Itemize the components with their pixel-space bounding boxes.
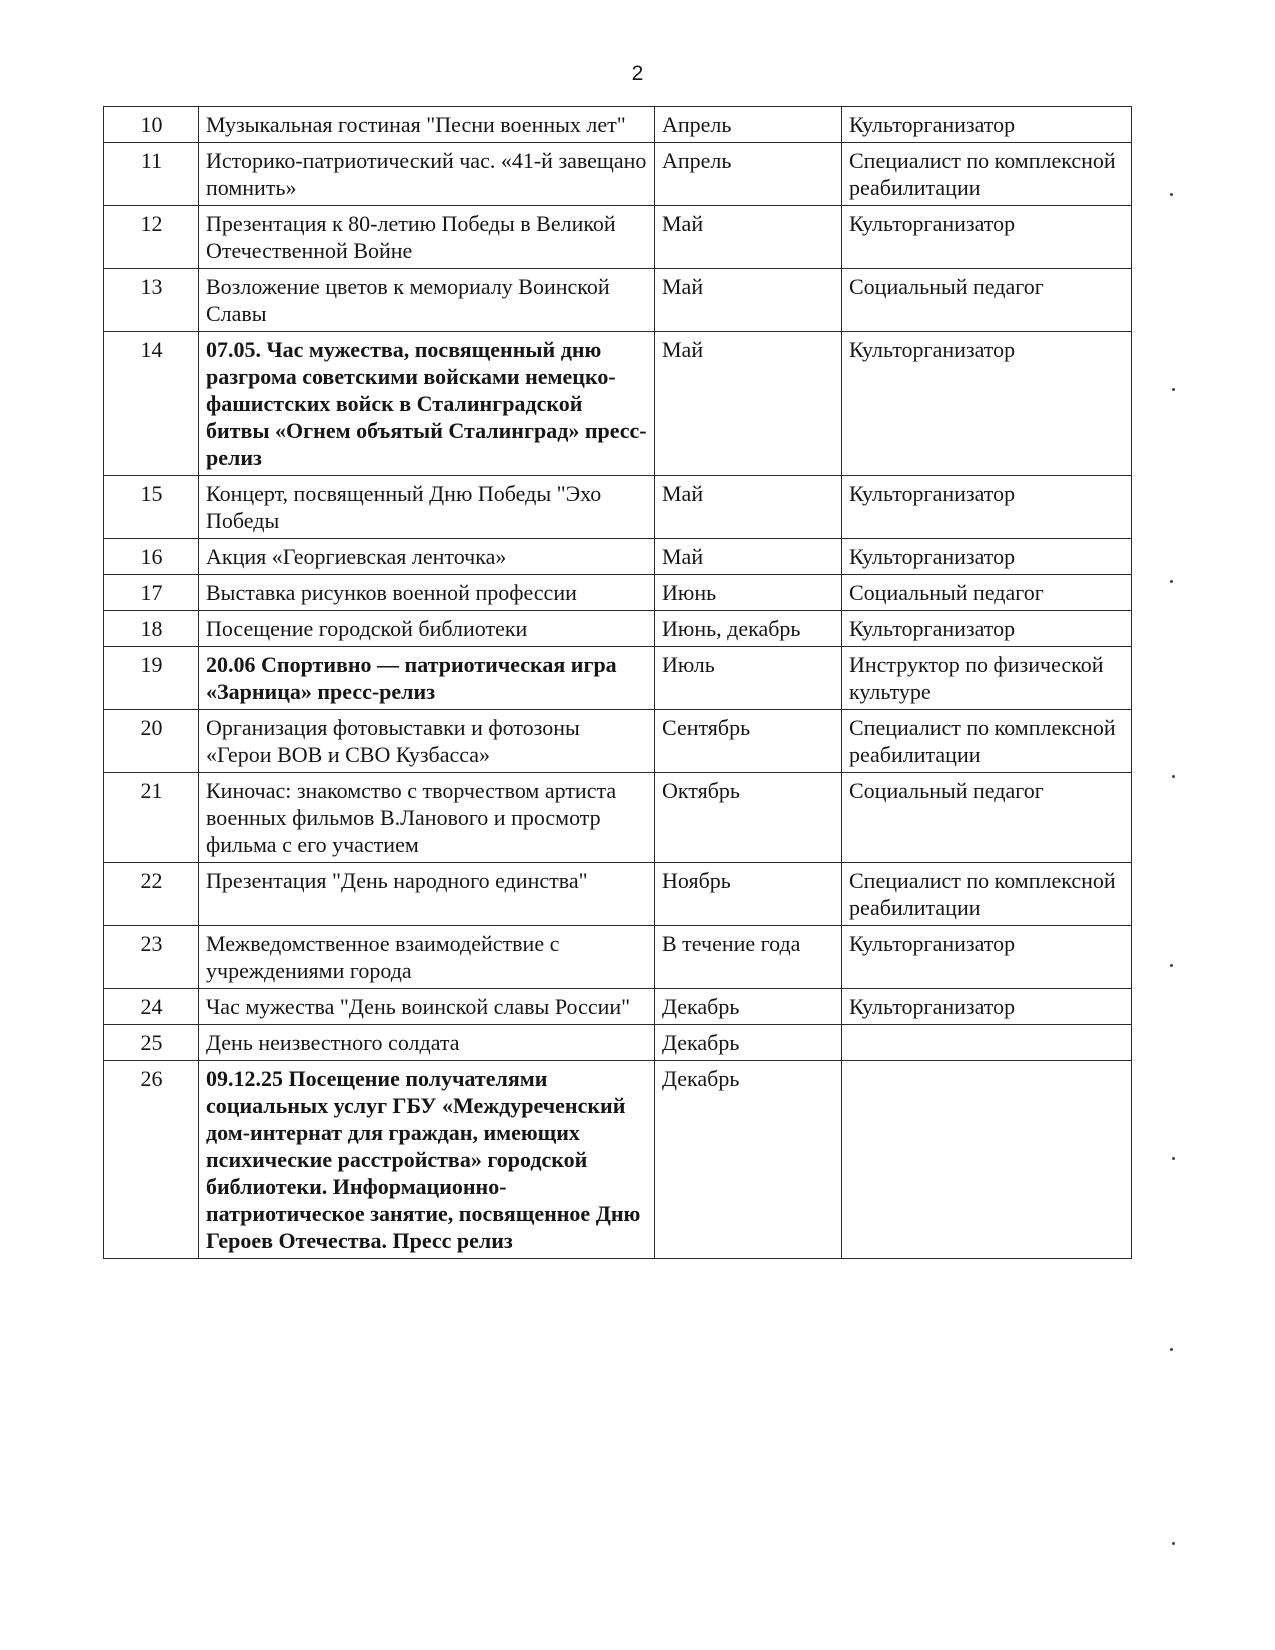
- event-date: Апрель: [655, 143, 842, 206]
- row-number: 19: [104, 647, 199, 710]
- events-table: [103, 106, 1132, 1259]
- table-row: [104, 710, 1132, 773]
- event-date: Май: [655, 539, 842, 575]
- table-row: [104, 107, 1132, 143]
- row-number: 10: [104, 107, 199, 143]
- event-title: Киночас: знакомство с творчеством артиста военных фильмов В.Ланового и просмотр фильма с его участием: [199, 773, 655, 863]
- table-row: [104, 647, 1132, 710]
- scan-speck: [1172, 775, 1175, 778]
- event-responsible: Инструктор по физической культуре: [842, 647, 1132, 710]
- event-title: Историко-патриотический час. «41-й завещано помнить»: [199, 143, 655, 206]
- event-title: Выставка рисунков военной профессии: [199, 575, 655, 611]
- row-number: 22: [104, 863, 199, 926]
- table-row: [104, 1025, 1132, 1061]
- row-number: 21: [104, 773, 199, 863]
- table-row: [104, 989, 1132, 1025]
- event-responsible: Культорганизатор: [842, 539, 1132, 575]
- event-date: В течение года: [655, 926, 842, 989]
- row-number: 16: [104, 539, 199, 575]
- row-number: 25: [104, 1025, 199, 1061]
- event-date: Май: [655, 206, 842, 269]
- table-row: [104, 611, 1132, 647]
- event-date: Декабрь: [655, 989, 842, 1025]
- event-responsible: Социальный педагог: [842, 575, 1132, 611]
- scan-speck: [1172, 1157, 1175, 1160]
- event-title: Час мужества "День воинской славы России": [199, 989, 655, 1025]
- row-number: 18: [104, 611, 199, 647]
- event-title: Межведомственное взаимодействие с учреждениями города: [199, 926, 655, 989]
- event-date: Июнь: [655, 575, 842, 611]
- event-date: Декабрь: [655, 1061, 842, 1259]
- table-row: [104, 476, 1132, 539]
- event-responsible: Специалист по комплексной реабилитации: [842, 143, 1132, 206]
- row-number: 12: [104, 206, 199, 269]
- event-title: Презентация к 80-летию Победы в Великой Отечественной Войне: [199, 206, 655, 269]
- event-date: Июнь, декабрь: [655, 611, 842, 647]
- scan-speck: [1172, 388, 1175, 391]
- event-responsible: Культорганизатор: [842, 107, 1132, 143]
- table-row: [104, 575, 1132, 611]
- page-number: 2: [631, 62, 644, 85]
- scan-speck: [1170, 580, 1173, 583]
- row-number: 26: [104, 1061, 199, 1259]
- event-date: Октябрь: [655, 773, 842, 863]
- scan-speck: [1172, 1542, 1175, 1545]
- event-title: Музыкальная гостиная "Песни военных лет": [199, 107, 655, 143]
- event-date: Май: [655, 476, 842, 539]
- row-number: 17: [104, 575, 199, 611]
- row-number: 23: [104, 926, 199, 989]
- event-date: Май: [655, 269, 842, 332]
- event-title: 09.12.25 Посещение получателями социальных услуг ГБУ «Междуреченский дом-интернат для граждан, имеющих психические расстройства» городской библиотеки. Информационно-патриотическое занятие, посвященное Дню Героев Отечества. Пресс релиз: [199, 1061, 655, 1259]
- event-responsible: Социальный педагог: [842, 269, 1132, 332]
- event-responsible: Культорганизатор: [842, 926, 1132, 989]
- event-date: Июль: [655, 647, 842, 710]
- event-responsible: Специалист по комплексной реабилитации: [842, 863, 1132, 926]
- row-number: 15: [104, 476, 199, 539]
- event-responsible: Специалист по комплексной реабилитации: [842, 710, 1132, 773]
- row-number: 24: [104, 989, 199, 1025]
- event-title: 20.06 Спортивно — патриотическая игра «Зарница» пресс-релиз: [199, 647, 655, 710]
- table-row: [104, 332, 1132, 476]
- event-title: День неизвестного солдата: [199, 1025, 655, 1061]
- events-table-body: [104, 107, 1132, 1259]
- event-responsible: Культорганизатор: [842, 332, 1132, 476]
- scan-speck: [1170, 964, 1173, 967]
- table-row: [104, 206, 1132, 269]
- event-responsible: [842, 1025, 1132, 1061]
- table-row: [104, 863, 1132, 926]
- event-title: Концерт, посвященный Дню Победы "Эхо Победы: [199, 476, 655, 539]
- event-responsible: Культорганизатор: [842, 476, 1132, 539]
- row-number: 14: [104, 332, 199, 476]
- event-date: Апрель: [655, 107, 842, 143]
- table-row: [104, 1061, 1132, 1259]
- event-title: Посещение городской библиотеки: [199, 611, 655, 647]
- row-number: 11: [104, 143, 199, 206]
- event-title: 07.05. Час мужества, посвященный дню разгрома советскими войсками немецко- фашистских войск в Сталинградской битвы «Огнем объятый Сталинград» пресс-релиз: [199, 332, 655, 476]
- table-row: [104, 269, 1132, 332]
- event-responsible: [842, 1061, 1132, 1259]
- event-title: Презентация "День народного единства": [199, 863, 655, 926]
- event-date: Сентябрь: [655, 710, 842, 773]
- row-number: 20: [104, 710, 199, 773]
- event-title: Акция «Георгиевская ленточка»: [199, 539, 655, 575]
- event-responsible: Культорганизатор: [842, 989, 1132, 1025]
- event-date: Декабрь: [655, 1025, 842, 1061]
- table-row: [104, 143, 1132, 206]
- event-responsible: Культорганизатор: [842, 611, 1132, 647]
- row-number: 13: [104, 269, 199, 332]
- event-date: Май: [655, 332, 842, 476]
- event-date: Ноябрь: [655, 863, 842, 926]
- scan-speck: [1170, 193, 1173, 196]
- event-responsible: Культорганизатор: [842, 206, 1132, 269]
- event-title: Организация фотовыставки и фотозоны «Герои ВОВ и СВО Кузбасса»: [199, 710, 655, 773]
- event-responsible: Социальный педагог: [842, 773, 1132, 863]
- scan-speck: [1170, 1348, 1173, 1351]
- table-row: [104, 773, 1132, 863]
- table-row: [104, 539, 1132, 575]
- table-row: [104, 926, 1132, 989]
- event-title: Возложение цветов к мемориалу Воинской Славы: [199, 269, 655, 332]
